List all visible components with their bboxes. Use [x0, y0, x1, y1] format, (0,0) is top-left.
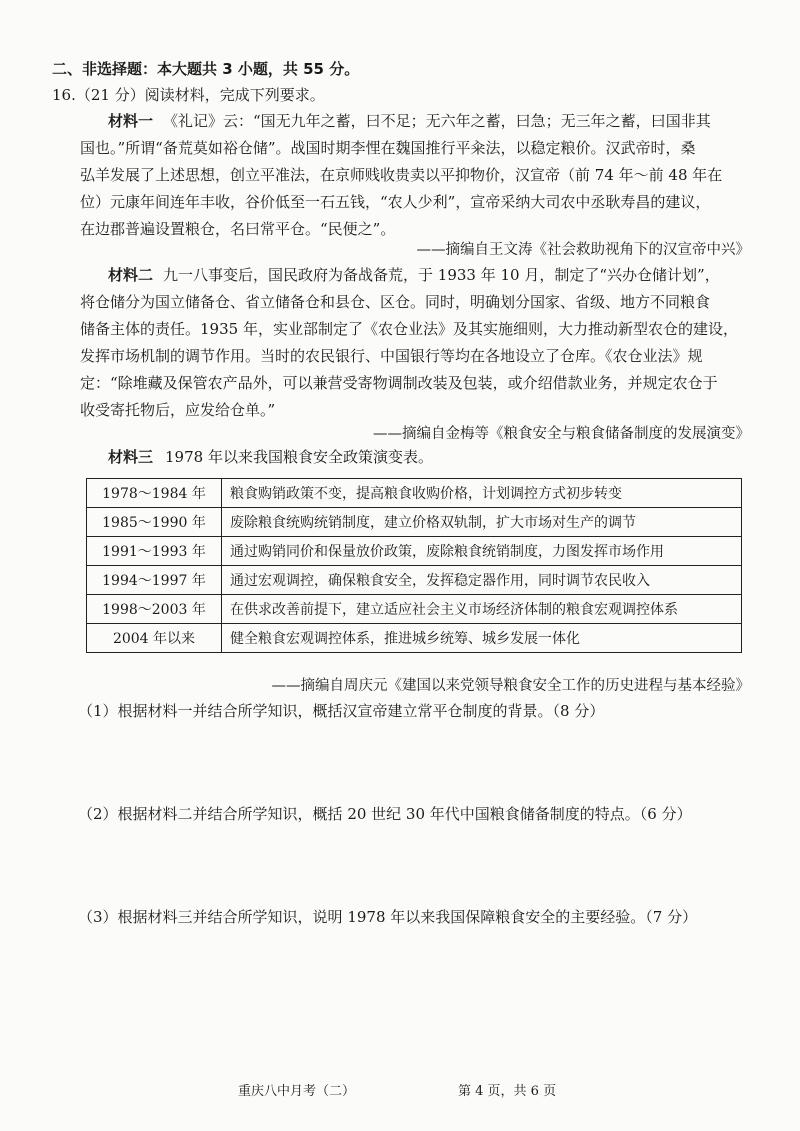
period-cell: 2004 年以来 — [87, 624, 222, 653]
table-row — [87, 595, 742, 624]
material2-line: 收受寄托物后，应发给仓单。” — [80, 401, 276, 419]
material3-intro: 1978 年以来我国粮食安全政策演变表。 — [165, 448, 433, 466]
material2-source: ——摘编自金梅等《粮食安全与粮食储备制度的发展演变》 — [373, 426, 750, 442]
table-row — [87, 537, 742, 566]
policy-cell: 通过宏观调控，确保粮食安全，发挥稳定器作用，同时调节农民收入 — [222, 566, 742, 595]
question-head: 16.（21 分）阅读材料，完成下列要求。 — [52, 86, 325, 104]
table-row — [87, 566, 742, 595]
material1-source: ——摘编自王文涛《社会救助视角下的汉宣帝中兴》 — [416, 242, 750, 258]
subquestion-1: （1）根据材料一并结合所学知识，概括汉宣帝建立常平仓制度的背景。（8 分） — [78, 702, 605, 720]
material2-line: 储备主体的责任。1935 年，实业部制定了《农仓业法》及其实施细则，大力推动新型农仓的建设， — [80, 320, 738, 338]
material2-paragraph — [80, 262, 748, 424]
material2-line: 发挥市场机制的调节作用。当时的农民银行、中国银行等均在各地设立了仓库。《农仓业法》规 — [80, 347, 703, 365]
period-cell: 1978～1984 年 — [87, 479, 222, 508]
material1-line: 弘羊发展了上述思想，创立平准法，在京师贱收贵卖以平抑物价，汉宣帝（前 74 年～前 48 年在 — [80, 166, 723, 184]
material3-label: 材料三 — [108, 448, 154, 466]
section-title: 二、非选择题：本大题共 3 小题，共 55 分。 — [52, 60, 360, 78]
period-cell: 1994～1997 年 — [87, 566, 222, 595]
subquestion-3: （3）根据材料三并结合所学知识，说明 1978 年以来我国保障粮食安全的主要经验。（7 分） — [78, 908, 698, 926]
policy-cell: 在供求改善前提下，建立适应社会主义市场经济体制的粮食宏观调控体系 — [222, 595, 742, 624]
period-cell: 1998～2003 年 — [87, 595, 222, 624]
period-cell: 1991～1993 年 — [87, 537, 222, 566]
policy-table — [86, 478, 742, 653]
material1-line: 国也。”所谓“备荒莫如裕仓储”。战国时期李悝在魏国推行平籴法，以稳定粮价。汉武帝时，桑 — [80, 139, 696, 157]
policy-cell: 粮食购销政策不变，提高粮食收购价格，计划调控方式初步转变 — [222, 479, 742, 508]
material2-line: 将仓储分为国立储备仓、省立储备仓和县仓、区仓。同时，明确划分国家、省级、地方不同粮食 — [80, 293, 711, 311]
material3-heading — [108, 446, 433, 467]
footer-exam-name: 重庆八中月考（二） — [238, 1084, 356, 1099]
policy-cell: 通过购销同价和保量放价政策，废除粮食统销制度，力图发挥市场作用 — [222, 537, 742, 566]
subquestion-2: （2）根据材料二并结合所学知识，概括 20 世纪 30 年代中国粮食储备制度的特点。（6 分） — [78, 805, 692, 823]
material2-label: 材料二 — [108, 266, 154, 284]
period-cell: 1985～1990 年 — [87, 508, 222, 537]
material1-paragraph — [80, 108, 748, 243]
material1-label: 材料一 — [108, 112, 154, 130]
policy-cell: 废除粮食统购统销制度，建立价格双轨制，扩大市场对生产的调节 — [222, 508, 742, 537]
footer-page-number: 第 4 页，共 6 页 — [458, 1084, 557, 1099]
material2-line: 九一八事变后，国民政府为备战备荒，于 1933 年 10 月，制定了“兴办仓储计划”， — [163, 266, 720, 284]
policy-cell: 健全粮食宏观调控体系，推进城乡统筹、城乡发展一体化 — [222, 624, 742, 653]
table-row — [87, 624, 742, 653]
material2-line: 定：“除堆藏及保管农产品外，可以兼营受寄物调制改装及包装，或介绍借款业务，并规定农仓于 — [80, 374, 718, 392]
material1-line: 位）元康年间连年丰收，谷价低至一石五钱，“农人少利”，宣帝采纳大司农中丞耿寿昌的建议， — [80, 193, 711, 211]
table-row — [87, 479, 742, 508]
table-row — [87, 508, 742, 537]
material1-line: 在边郡普遍设置粮仓，名曰常平仓。“民便之”。 — [80, 220, 396, 238]
material3-source: ——摘编自周庆元《建国以来党领导粮食安全工作的历史进程与基本经验》 — [271, 678, 750, 694]
material1-line: 《礼记》云：“国无九年之蓄，曰不足；无六年之蓄，曰急；无三年之蓄，曰国非其 — [163, 112, 711, 130]
